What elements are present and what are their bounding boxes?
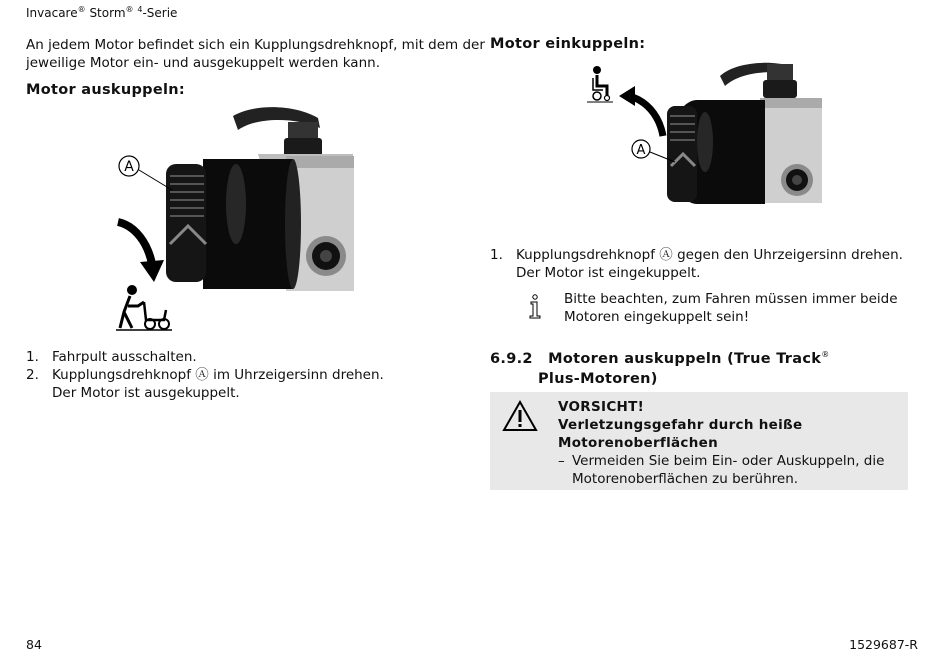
caution-dash: – [558,453,565,469]
step-result: Der Motor ist ausgekuppelt. [52,385,240,401]
product-name: Storm [89,6,126,20]
section-number: 6.9.2 [490,350,533,367]
running-header [26,5,177,20]
series-number: 4 [137,5,143,14]
info-icon [528,294,542,320]
caution-action-line-2: Motorenoberflächen zu berühren. [572,471,799,487]
step-text: Kupplungsdrehknopf Ⓐ gegen den Uhrzeigersinn drehen. [516,247,903,263]
brand-name: Invacare [26,6,78,20]
step-result: Der Motor ist eingekuppelt. [516,265,701,281]
motor-engage-illustration [585,58,825,208]
step-number: 1. [26,349,39,365]
section-title-registered: ® [821,350,830,359]
series-suffix: -Serie [142,6,178,20]
list-item [26,348,466,366]
warning-triangle-icon [502,400,538,432]
section-title-line-2: Plus-Motoren) [538,370,658,387]
brand-registered: ® [77,5,86,14]
list-item [26,366,466,384]
note-line-2: Motoren eingekuppelt sein! [564,309,750,325]
note-line-1: Bitte beachten, zum Fahren müssen immer beide [564,291,898,307]
caution-action [558,452,898,470]
seated-chair-icon [587,66,613,102]
document-number: 1529687-R [849,637,918,652]
callout-a-left: A [124,159,134,175]
steps-disengage [26,348,466,402]
caution-hazard-line-1: Verletzungsgefahr durch heiße [558,417,803,433]
intro-paragraph [26,36,485,72]
info-note [564,290,904,326]
caution-hazard-line-2: Motorenoberflächen [558,435,719,451]
caution-box [490,392,908,490]
intro-line-1: An jedem Motor befindet sich ein Kupplungsdrehknopf, mit dem der [26,37,485,53]
section-title-line-1: Motoren auskuppeln (True Track [548,350,822,367]
caution-action-line-1: Vermeiden Sie beim Ein- oder Auskuppeln, die [572,453,885,469]
intro-line-2: jeweilige Motor ein- und ausgekuppelt werden kann. [26,55,380,71]
product-registered: ® [125,5,134,14]
motor-disengage-illustration [108,104,360,334]
heading-motor-einkuppeln: Motor einkuppeln: [490,36,646,52]
heading-motor-auskuppeln: Motor auskuppeln: [26,82,185,98]
step-text: Kupplungsdrehknopf Ⓐ im Uhrzeigersinn drehen. [52,367,384,383]
page-number: 84 [26,637,42,652]
push-chair-icon [116,285,172,330]
step-number: 1. [490,247,503,263]
section-heading [490,345,910,389]
callout-a-right: A [636,143,646,158]
caution-title: VORSICHT! [558,399,645,415]
step-number: 2. [26,367,39,383]
step-text: Fahrpult ausschalten. [52,349,197,365]
steps-engage [490,246,910,282]
list-item [490,246,910,264]
